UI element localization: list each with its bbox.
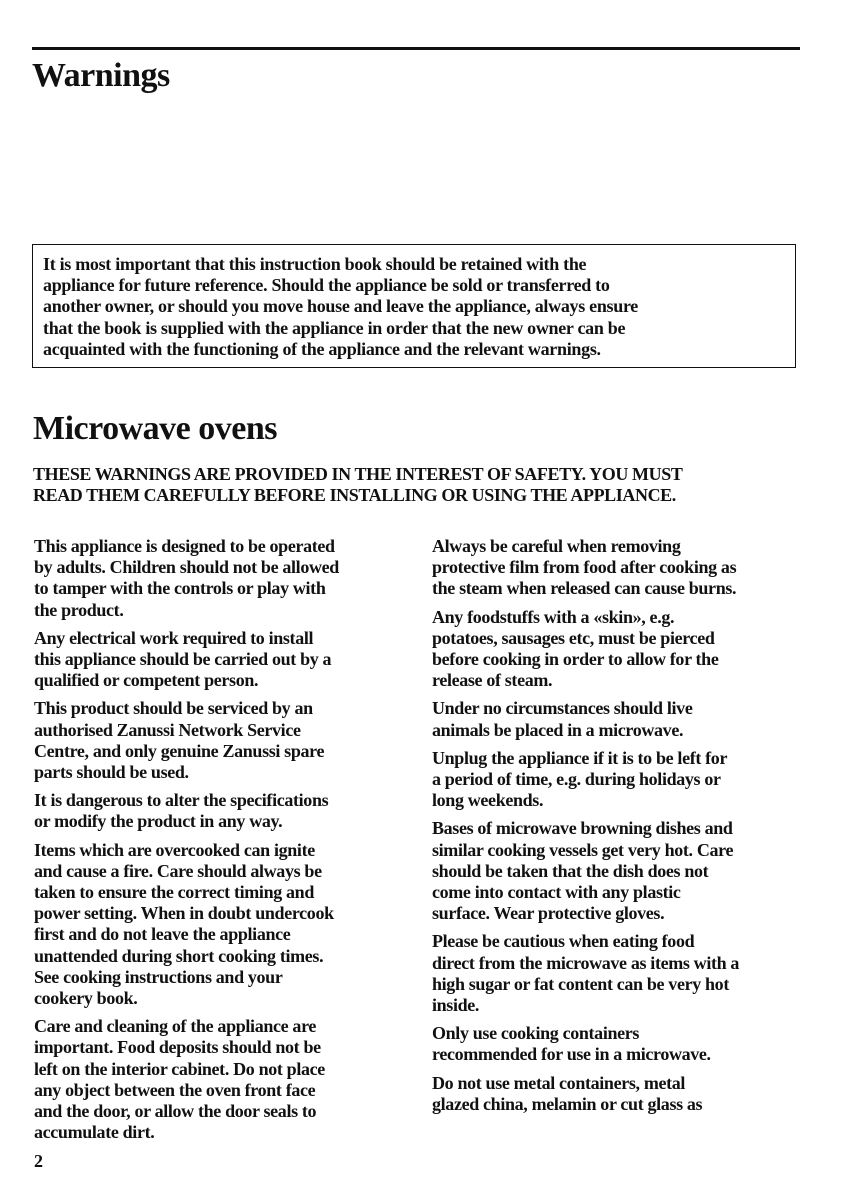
- warning-line: long weekends.: [432, 790, 544, 811]
- warning-line: Under no circumstances should live: [432, 698, 693, 719]
- warning-line: important. Food deposits should not be: [34, 1037, 321, 1058]
- warning-line: Items which are overcooked can ignite: [34, 839, 315, 860]
- notice-line: acquainted with the functioning of the appliance and the relevant warnings.: [43, 338, 601, 359]
- warning-paragraph: [432, 698, 810, 740]
- warning-line: power setting. When in doubt undercook: [34, 903, 334, 924]
- warning-paragraph: [34, 840, 414, 1010]
- warning-line: taken to ensure the correct timing and: [34, 882, 315, 903]
- warning-line: the steam when released can cause burns.: [432, 578, 737, 599]
- warning-line: potatoes, sausages etc, must be pierced: [432, 627, 715, 648]
- warning-line: surface. Wear protective gloves.: [432, 903, 665, 924]
- left-column: [34, 536, 414, 1150]
- warning-line: a period of time, e.g. during holidays or: [432, 769, 721, 790]
- safety-intro: [33, 464, 813, 506]
- warning-line: accumulate dirt.: [34, 1122, 155, 1143]
- warning-line: animals be placed in a microwave.: [432, 719, 684, 740]
- warning-line: or modify the product in any way.: [34, 811, 283, 832]
- warning-line: first and do not leave the appliance: [34, 924, 291, 945]
- warning-line: qualified or competent person.: [34, 670, 259, 691]
- warning-paragraph: [432, 1023, 810, 1065]
- warning-line: direct from the microwave as items with a: [432, 952, 740, 973]
- notice-line: that the book is supplied with the appliance in order that the new owner can be: [43, 317, 626, 338]
- notice-box: [32, 244, 796, 368]
- warning-line: unattended during short cooking times.: [34, 945, 324, 966]
- page-number: 2: [34, 1151, 43, 1171]
- warning-paragraph: [432, 536, 810, 600]
- safety-intro-line: READ THEM CAREFULLY BEFORE INSTALLING OR USING THE APPLIANCE.: [33, 485, 676, 505]
- warning-paragraph: [432, 818, 810, 924]
- warning-line: should be taken that the dish does not: [432, 860, 709, 881]
- warning-line: This product should be serviced by an: [34, 698, 313, 719]
- notice-line: another owner, or should you move house and leave the appliance, always ensure: [43, 296, 638, 317]
- warning-line: It is dangerous to alter the specifications: [34, 790, 329, 811]
- warning-line: high sugar or fat content can be very hot: [432, 973, 729, 994]
- warning-line: Only use cooking containers: [432, 1023, 640, 1044]
- warning-line: Bases of microwave browning dishes and: [432, 818, 733, 839]
- warning-line: any object between the oven front face: [34, 1079, 316, 1100]
- warning-paragraph: [34, 536, 414, 621]
- warning-line: inside.: [432, 995, 480, 1016]
- warning-line: Any electrical work required to install: [34, 627, 314, 648]
- warning-line: the product.: [34, 599, 124, 620]
- warning-paragraph: [432, 748, 810, 812]
- warning-line: and the door, or allow the door seals to: [34, 1101, 317, 1122]
- section-title: Microwave ovens: [33, 410, 277, 447]
- warning-paragraph: [34, 698, 414, 783]
- warning-line: See cooking instructions and your: [34, 966, 283, 987]
- warning-paragraph: [432, 931, 810, 1016]
- warning-paragraph: [34, 1016, 414, 1143]
- warning-line: Always be careful when removing: [432, 536, 681, 556]
- warning-line: parts should be used.: [34, 762, 189, 783]
- warning-line: left on the interior cabinet. Do not place: [34, 1058, 325, 1079]
- warning-line: Any foodstuffs with a «skin», e.g.: [432, 606, 675, 627]
- safety-intro-line: THESE WARNINGS ARE PROVIDED IN THE INTEREST OF SAFETY. YOU MUST: [33, 464, 683, 484]
- notice-line: appliance for future reference. Should the appliance be sold or transferred to: [43, 275, 610, 296]
- warning-paragraph: [34, 628, 414, 692]
- warning-paragraph: [34, 790, 414, 832]
- warning-line: before cooking in order to allow for the: [432, 649, 719, 670]
- warning-paragraph: [432, 1073, 810, 1115]
- warning-paragraph: [432, 607, 810, 692]
- right-column: [432, 536, 810, 1122]
- warning-line: by adults. Children should not be allowed: [34, 557, 339, 578]
- warning-line: come into contact with any plastic: [432, 882, 681, 903]
- warning-line: this appliance should be carried out by a: [34, 649, 332, 670]
- warning-line: authorised Zanussi Network Service: [34, 719, 301, 740]
- warning-line: and cause a fire. Care should always be: [34, 860, 322, 881]
- warning-line: protective film from food after cooking as: [432, 557, 737, 578]
- warning-line: glazed china, melamin or cut glass as: [432, 1093, 703, 1114]
- warning-line: Please be cautious when eating food: [432, 931, 695, 952]
- warning-line: This appliance is designed to be operated: [34, 536, 335, 556]
- warning-line: Do not use metal containers, metal: [432, 1072, 686, 1093]
- warning-line: to tamper with the controls or play with: [34, 578, 326, 599]
- warning-line: similar cooking vessels get very hot. Care: [432, 839, 734, 860]
- warning-line: Centre, and only genuine Zanussi spare: [34, 740, 325, 761]
- header-rule: [32, 47, 800, 50]
- notice-line: It is most important that this instruction book should be retained with the: [43, 254, 587, 274]
- warning-line: recommended for use in a microwave.: [432, 1044, 711, 1065]
- warning-line: cookery book.: [34, 988, 138, 1009]
- warning-line: Unplug the appliance if it is to be left for: [432, 747, 728, 768]
- warning-line: Care and cleaning of the appliance are: [34, 1016, 317, 1037]
- warning-line: release of steam.: [432, 670, 553, 691]
- page-title: Warnings: [32, 57, 170, 94]
